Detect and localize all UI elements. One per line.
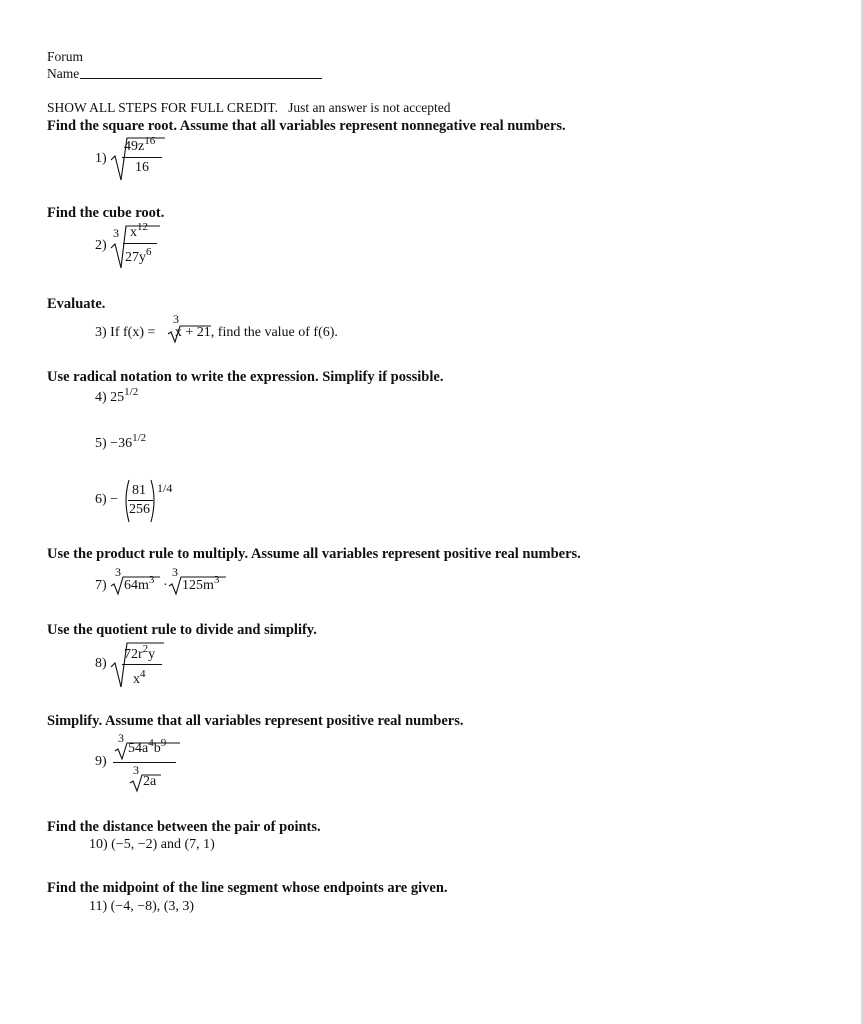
problem-6-number: 6) − [95, 492, 119, 507]
problem-6-fraction-bar [128, 500, 153, 501]
problem-7-radicand-2: $125m^3$ [182, 574, 220, 593]
name-blank-line [80, 78, 322, 79]
problem-9-number: 9) [95, 754, 107, 769]
problem-9-index-top: 3 [118, 731, 124, 745]
problem-1-denominator: 16 [135, 160, 149, 175]
problem-7-index-2: 3 [172, 565, 178, 579]
name-label: Name [47, 66, 80, 81]
problem-8-numerator: $72r^2y$ [124, 643, 156, 662]
problem-3-radicand: x + 21 [174, 325, 211, 340]
section-product-rule: Use the product rule to multiply. Assume all variables represent positive real numbers. [47, 546, 581, 562]
problem-7-dot: · [163, 578, 168, 593]
problem-1-number: 1) [95, 151, 107, 166]
section-evaluate: Evaluate. [47, 296, 106, 312]
section-square-root: Find the square root. Assume that all variables represent nonnegative real numbers. [47, 118, 566, 134]
problem-6-frac-numerator: 81 [132, 483, 146, 498]
section-cube-root: Find the cube root. [47, 205, 165, 221]
problem-7-number: 7) [95, 578, 107, 593]
problem-3-suffix: , find the value of f(6). [210, 325, 338, 340]
problem-3-radical-sign [167, 324, 215, 344]
problem-2-denominator: $27y^6$ [125, 246, 152, 265]
problem-9-bottom-radicand: 2a [143, 774, 157, 789]
forum-label: Forum [47, 49, 84, 64]
problem-1-numerator: $49z^{16}$ [124, 135, 156, 154]
problem-8-fraction-bar [122, 664, 162, 665]
problem-6-frac-denominator: 256 [129, 502, 150, 517]
problem-2-fraction-bar [123, 243, 157, 244]
problem-9-top-radicand: $54a^4b^9$ [128, 737, 167, 756]
problem-3 [95, 325, 338, 341]
section-midpoint: Find the midpoint of the line segment whose endpoints are given. [47, 880, 448, 896]
problem-2-index: 3 [113, 226, 119, 240]
problem-7-radicand-1: $64m^3$ [124, 574, 155, 593]
section-radical-notation: Use radical notation to write the expression. Simplify if possible. [47, 369, 444, 385]
problem-4: 4) $25^{1/2}$ [95, 386, 139, 405]
problem-3-index: 3 [173, 312, 179, 326]
problem-1-fraction-bar [122, 157, 162, 158]
problem-8-denominator: $x^4$ [133, 668, 146, 687]
section-distance: Find the distance between the pair of points. [47, 819, 321, 835]
problem-5: $5) -36^{1/2}$ [95, 432, 147, 451]
instructions-note: Just an answer is not accepted [288, 100, 451, 115]
problem-9-index-bottom: 3 [133, 763, 139, 777]
section-quotient-rule: Use the quotient rule to divide and simplify. [47, 622, 317, 638]
problem-2-number: 2) [95, 238, 107, 253]
problem-11: 11) (−4, −8), (3, 3) [89, 899, 195, 914]
problem-3-prefix: If f(x) = [110, 325, 159, 340]
problem-9-fraction-bar [113, 762, 176, 763]
problem-10: 10) (−5, −2) and (7, 1) [89, 837, 215, 852]
problem-2-numerator: $x^{12}$ [130, 221, 148, 240]
problem-6-exponent: 1/4 [157, 481, 173, 495]
instructions-caps: SHOW ALL STEPS FOR FULL CREDIT. [47, 100, 279, 115]
problem-8-number: 8) [95, 656, 107, 671]
problem-3-number: 3) [95, 325, 107, 340]
problem-7-index-1: 3 [115, 565, 121, 579]
section-simplify: Simplify. Assume that all variables represent positive real numbers. [47, 713, 464, 729]
instructions [47, 100, 450, 116]
